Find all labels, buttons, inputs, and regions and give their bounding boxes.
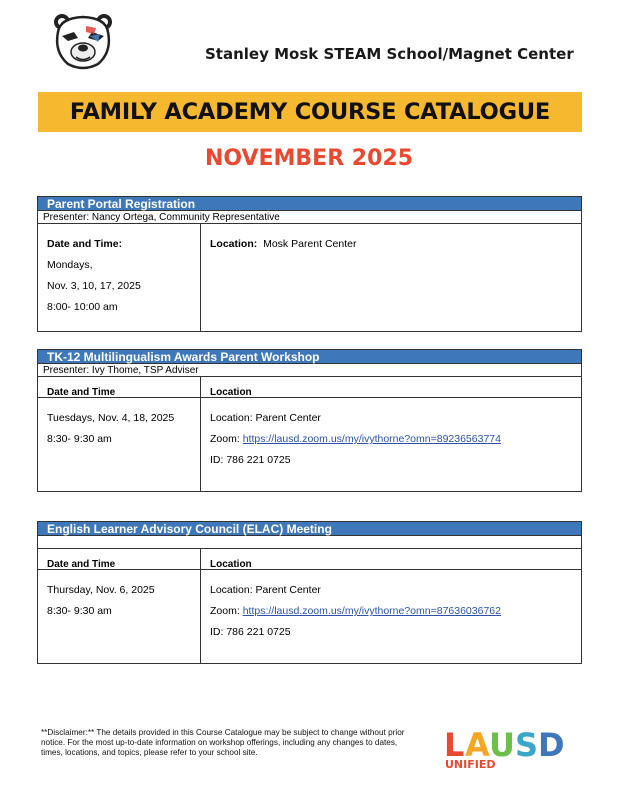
course-title: English Learner Advisory Council (ELAC) Meeting xyxy=(38,522,581,536)
svg-text:S: S xyxy=(515,726,539,764)
course-presenter: Presenter: Ivy Thome, TSP Adviser xyxy=(38,364,581,377)
course-title: Parent Portal Registration xyxy=(38,197,581,211)
location-line: Location: Parent Center xyxy=(210,412,321,424)
course-presenter: Presenter: Nancy Ortega, Community Representative xyxy=(38,211,581,224)
meeting-id: ID: 786 221 0725 xyxy=(210,454,291,466)
zoom-label: Zoom: xyxy=(210,433,240,445)
date-line: Mondays, xyxy=(47,259,93,271)
school-name: Stanley Mosk STEAM School/Magnet Center xyxy=(205,45,574,63)
location-label: Location: xyxy=(210,238,258,250)
time-line: 8:00- 10:00 am xyxy=(47,301,118,313)
bear-mascot-logo xyxy=(50,12,116,72)
date-line: Nov. 3, 10, 17, 2025 xyxy=(47,280,141,292)
svg-text:D: D xyxy=(538,726,565,764)
course-title: TK-12 Multilingualism Awards Parent Workshop xyxy=(38,350,581,364)
date-time-cell xyxy=(38,570,201,663)
svg-text:L: L xyxy=(444,726,465,764)
course-card-parent-portal xyxy=(37,196,582,332)
location-header: Location xyxy=(210,387,252,398)
location-line: Location: Parent Center xyxy=(210,584,321,596)
course-card-elac xyxy=(37,521,582,664)
catalogue-title: FAMILY ACADEMY COURSE CATALOGUE xyxy=(69,99,551,125)
location-cell xyxy=(201,398,581,491)
date-time-header: Date and Time xyxy=(38,377,201,397)
date-line: Thursday, Nov. 6, 2025 xyxy=(47,584,155,596)
course-card-multilingualism xyxy=(37,349,582,492)
date-time-header: Date and Time xyxy=(38,549,201,569)
location-value: Mosk Parent Center xyxy=(263,238,357,250)
svg-text:A: A xyxy=(465,726,490,764)
lausd-logo xyxy=(444,726,576,770)
svg-text:UNIFIED: UNIFIED xyxy=(445,758,496,770)
zoom-label: Zoom: xyxy=(210,605,240,617)
location-cell xyxy=(201,570,581,663)
time-line: 8:30- 9:30 am xyxy=(47,433,112,445)
location-cell xyxy=(201,224,581,331)
catalogue-banner xyxy=(38,92,582,132)
date-time-label: Date and Time: xyxy=(47,238,123,250)
time-line: 8:30- 9:30 am xyxy=(47,605,112,617)
date-line: Tuesdays, Nov. 4, 18, 2025 xyxy=(47,412,175,424)
svg-text:U: U xyxy=(489,726,515,764)
meeting-id: ID: 786 221 0725 xyxy=(210,626,291,638)
course-presenter xyxy=(38,536,581,549)
date-time-cell xyxy=(38,224,201,331)
month-heading: NOVEMBER 2025 xyxy=(204,146,414,171)
date-time-cell xyxy=(38,398,201,491)
disclaimer-text: **Disclaimer:** The details provided in this Course Catalogue may be subject to change without prior notice. For the most up-to-date information on workshop offerings, including any changes to dates, times, locations, and topics, please refer to your school site. xyxy=(41,728,405,757)
zoom-link[interactable]: https://lausd.zoom.us/my/ivythorne?omn=89236563774 xyxy=(242,433,501,445)
location-header: Location xyxy=(210,559,252,570)
zoom-link[interactable]: https://lausd.zoom.us/my/ivythorne?omn=87636036762 xyxy=(242,605,501,617)
